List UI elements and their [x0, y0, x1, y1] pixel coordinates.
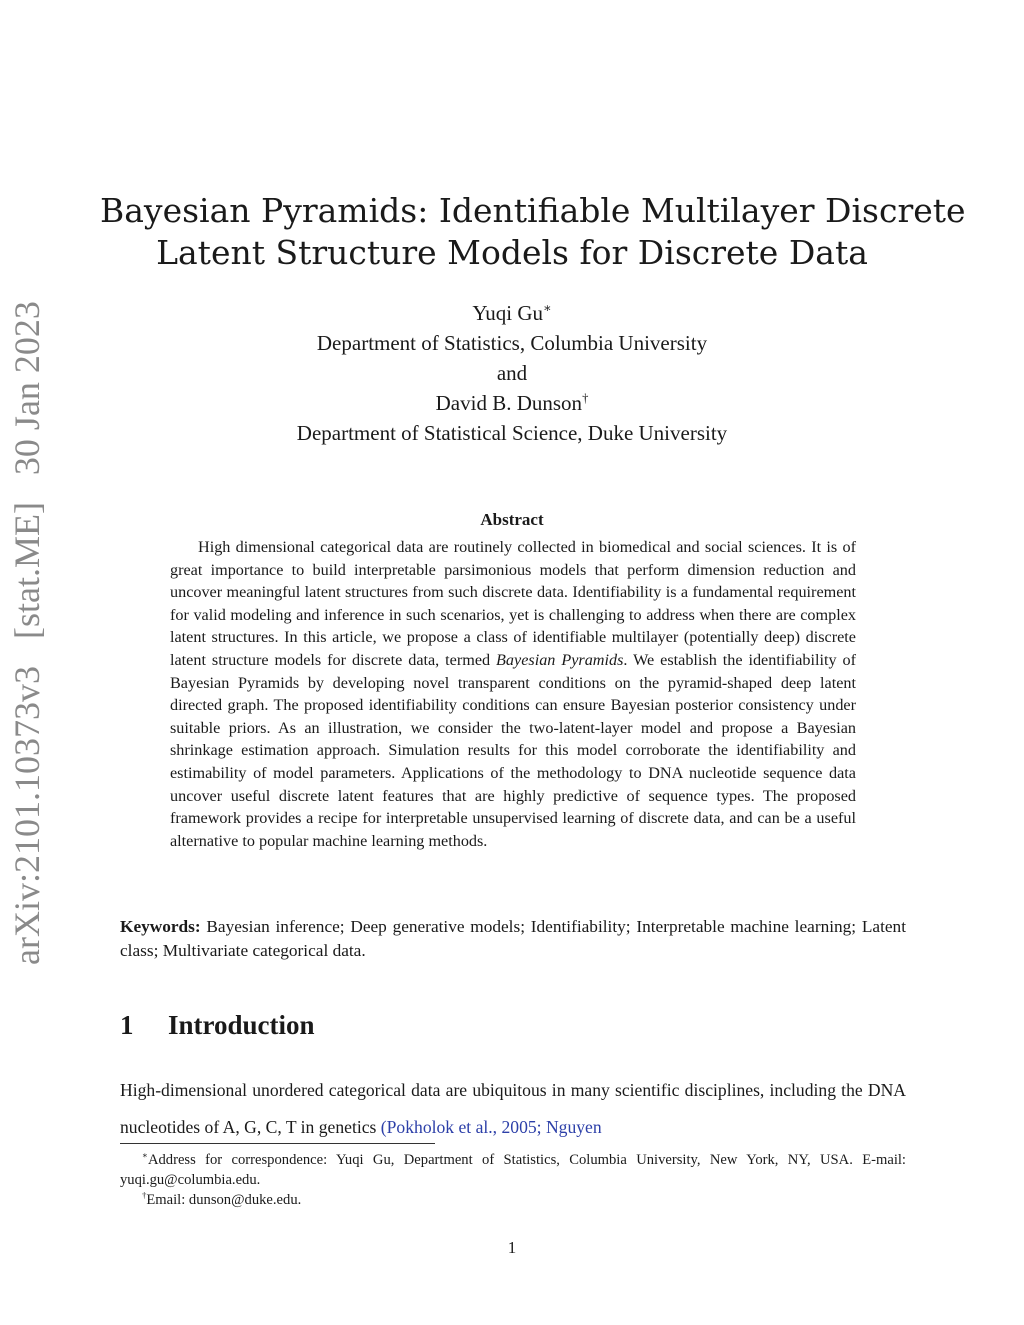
abstract-text-2: . We establish the identifiability of Bayesian Pyramids by developing novel transparent conditions on the pyramid-shaped deep latent directed graph. The proposed identifiability conditions can ensure Bayesian posterior consistency under suitable priors. As an illustration, we consider the two-latent-layer model and propose a Bayesian shrinkage estimation approach. Simulation results for this model corroborate the identifiability and estimability of model parameters. Applications of the methodology to DNA nucleotide sequence data uncover useful discrete latent features that are highly predictive of sequence types. The proposed framework provides a recipe for interpretable unsupervised learning of discrete data, and can be a useful alternative to popular machine learning methods. — [170, 650, 856, 850]
section-heading — [120, 1010, 315, 1041]
page-number: 1 — [507, 1238, 517, 1257]
intro-text: High-dimensional unordered categorical data are ubiquitous in many scientific disciplines, including the DNA nucleotides of A, G, C, T in genetics — [120, 1080, 906, 1137]
footnote-2-mark: † — [142, 1190, 147, 1201]
keywords-label: Keywords: — [120, 917, 201, 936]
footnote-1 — [120, 1150, 906, 1190]
arxiv-stamp — [6, 301, 48, 965]
citation-open-paren: ( — [380, 1117, 387, 1137]
author-1-footnote-mark: ∗ — [543, 301, 552, 315]
section-title: Introduction — [168, 1010, 315, 1040]
footnote-2 — [120, 1190, 906, 1210]
author-conjunction: and — [496, 361, 528, 385]
footnotes — [120, 1150, 906, 1210]
intro-paragraph — [120, 1072, 906, 1146]
title-line-1: Bayesian Pyramids: Identifiable Multilayer Discrete — [100, 191, 966, 230]
footnote-1-mark: ∗ — [142, 1150, 148, 1161]
footnote-2-text: Email: dunson@duke.edu. — [146, 1192, 302, 1208]
arxiv-date: 30 Jan 2023 — [7, 301, 47, 476]
abstract-text-1: High dimensional categorical data are routinely collected in biomedical and social sciences. It is of great importance to build interpretable parsimonious models that perform dimension reduction and uncover meaningful latent structures from such discrete data. Identifiability is a fundamental requirement for valid modeling and inference in such scenarios, yet is challenging to address when there are complex latent structures. In this article, we propose a class of identifiable multilayer (potentially deep) discrete latent structure models for discrete data, termed — [170, 538, 856, 669]
author-block — [100, 298, 924, 448]
abstract-heading: Abstract — [480, 510, 544, 529]
author-2-name: David B. Dunson — [435, 391, 583, 415]
author-2 — [100, 388, 924, 418]
author-2-footnote-mark: † — [582, 391, 589, 405]
author-1-name: Yuqi Gu — [472, 301, 544, 325]
author-1 — [100, 298, 924, 328]
affiliation-2: Department of Statistical Science, Duke University — [296, 421, 728, 445]
arxiv-id: arXiv:2101.10373v3 — [7, 666, 47, 965]
abstract-body — [170, 536, 856, 852]
affiliation-1: Department of Statistics, Columbia University — [316, 331, 708, 355]
section-number: 1 — [120, 1010, 134, 1040]
abstract-emphasis: Bayesian Pyramids — [496, 650, 624, 669]
keywords-text: Bayesian inference; Deep generative models; Identifiability; Interpretable machine learning; Latent class; Multivariate categorical data. — [120, 917, 906, 960]
arxiv-category: [stat.ME] — [7, 502, 47, 640]
footnote-rule — [120, 1143, 435, 1144]
citation-link[interactable]: Pokholok et al., 2005; Nguyen — [386, 1117, 602, 1137]
keywords — [120, 915, 906, 963]
footnote-1-text: Address for correspondence: Yuqi Gu, Department of Statistics, Columbia University, New York, NY, USA. E-mail: yuqi.gu@columbia.edu. — [120, 1152, 906, 1188]
paper-title — [100, 190, 966, 274]
title-line-2: Latent Structure Models for Discrete Data — [156, 233, 868, 272]
